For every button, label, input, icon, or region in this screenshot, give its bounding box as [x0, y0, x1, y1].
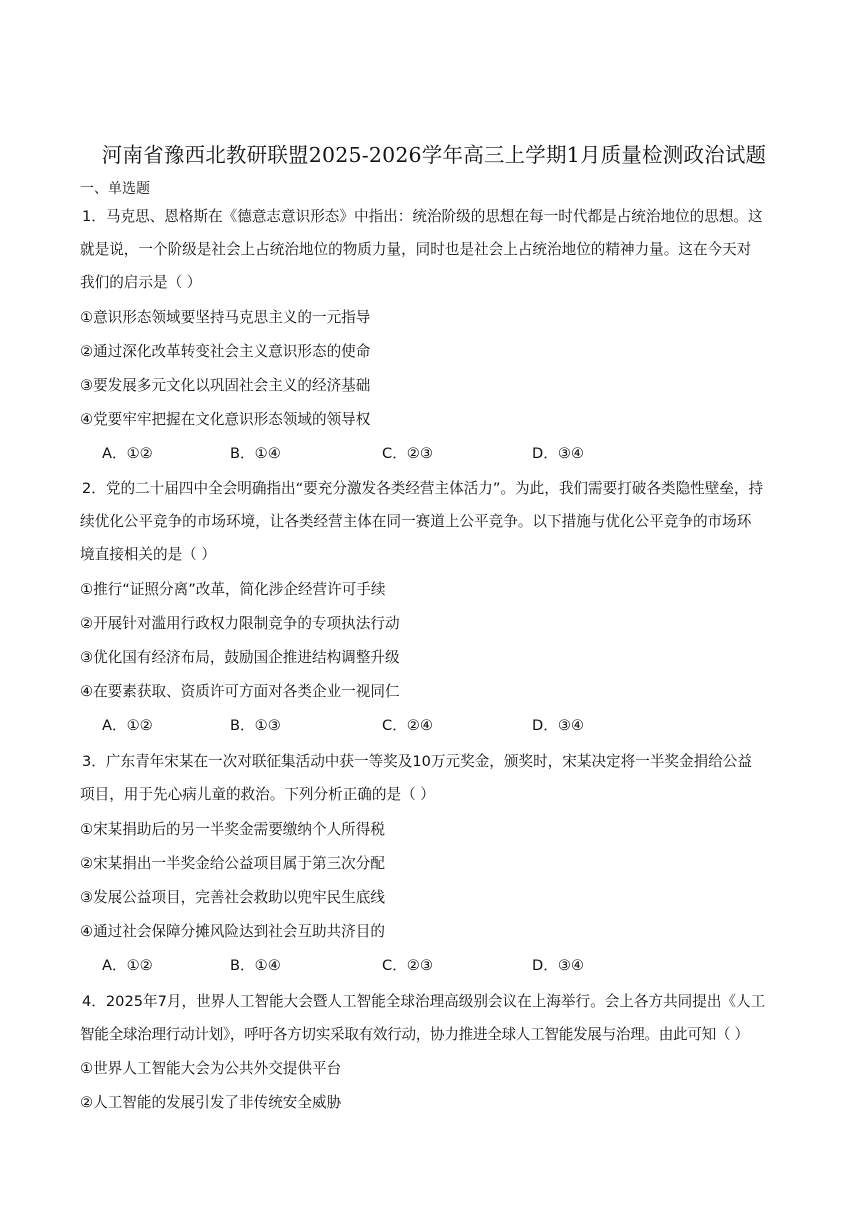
option-d[interactable]: D．③④	[532, 717, 584, 734]
question-3-line-1: 3．广东青年宋某在一次对联征集活动中获一等奖及10万元奖金，颁奖时，宋某决定将一半奖金捐给公益	[82, 753, 752, 770]
option-a[interactable]: A．①②	[102, 957, 153, 974]
question-4-line-2: 智能全球治理行动计划》，呼吁各方切实采取有效行动，协力推进全球人工智能发展与治理。由此可知（ ）	[80, 1026, 749, 1043]
question-2-item-2: ②开展针对滥用行政权力限制竞争的专项执法行动	[80, 615, 400, 632]
question-3-item-2: ②宋某捐出一半奖金给公益项目属于第三次分配	[80, 855, 385, 872]
question-4-item-2: ②人工智能的发展引发了非传统安全威胁	[80, 1094, 342, 1111]
question-1-item-3: ③要发展多元文化以巩固社会主义的经济基础	[80, 377, 371, 394]
question-2-item-1: ①推行“证照分离”改革，简化涉企经营许可手续	[80, 581, 386, 598]
option-a[interactable]: A．①②	[102, 445, 153, 462]
option-c[interactable]: C．②④	[382, 717, 433, 734]
question-2-line-3: 境直接相关的是（ ）	[80, 546, 216, 563]
question-1-line-1: 1．马克思、恩格斯在《德意志意识形态》中指出：统治阶级的思想在每一时代都是占统治地位的思想。这	[82, 208, 763, 225]
option-a[interactable]: A．①②	[102, 717, 153, 734]
question-1-item-1: ①意识形态领域要坚持马克思主义的一元指导	[80, 309, 371, 326]
option-d[interactable]: D．③④	[532, 957, 584, 974]
option-b[interactable]: B．①④	[230, 957, 281, 974]
option-c[interactable]: C．②③	[382, 445, 433, 462]
option-b[interactable]: B．①④	[230, 445, 281, 462]
question-2-line-2: 续优化公平竞争的市场环境，让各类经营主体在同一赛道上公平竞争。以下措施与优化公平竞争的市场环	[80, 513, 752, 530]
option-c[interactable]: C．②③	[382, 957, 433, 974]
option-b[interactable]: B．①③	[230, 717, 281, 734]
question-3-item-1: ①宋某捐助后的另一半奖金需要缴纳个人所得税	[80, 821, 385, 838]
question-2-item-3: ③优化国有经济布局，鼓励国企推进结构调整升级	[80, 649, 400, 666]
question-3-line-2: 项目，用于先心病儿童的救治。下列分析正确的是（ ）	[80, 786, 435, 803]
question-4-line-1: 4．2025年7月，世界人工智能大会暨人工智能全球治理高级别会议在上海举行。会上各方共同提出《人工	[82, 993, 766, 1010]
question-2-item-4: ④在要素获取、资质许可方面对各类企业一视同仁	[80, 683, 400, 700]
question-2-line-1: 2．党的二十届四中全会明确指出“要充分激发各类经营主体活力”。为此，我们需要打破各类隐性壁垒，持	[82, 480, 764, 497]
question-4-item-1: ①世界人工智能大会为公共外交提供平台	[80, 1060, 342, 1077]
question-1-line-3: 我们的启示是（ ）	[80, 274, 202, 291]
question-1-line-2: 就是说，一个阶级是社会上占统治地位的物质力量，同时也是社会上占统治地位的精神力量。这在今天对	[80, 241, 752, 258]
question-1-item-4: ④党要牢牢把握在文化意识形态领域的领导权	[80, 411, 371, 428]
page-title: 河南省豫西北教研联盟2025-2026学年高三上学期1月质量检测政治试题	[101, 143, 767, 167]
question-3-item-4: ④通过社会保障分摊风险达到社会互助共济目的	[80, 923, 385, 940]
question-3-item-3: ③发展公益项目，完善社会救助以兜牢民生底线	[80, 889, 385, 906]
option-d[interactable]: D．③④	[532, 445, 584, 462]
question-1-item-2: ②通过深化改革转变社会主义意识形态的使命	[80, 343, 371, 360]
section-heading: 一、单选题	[80, 181, 150, 197]
